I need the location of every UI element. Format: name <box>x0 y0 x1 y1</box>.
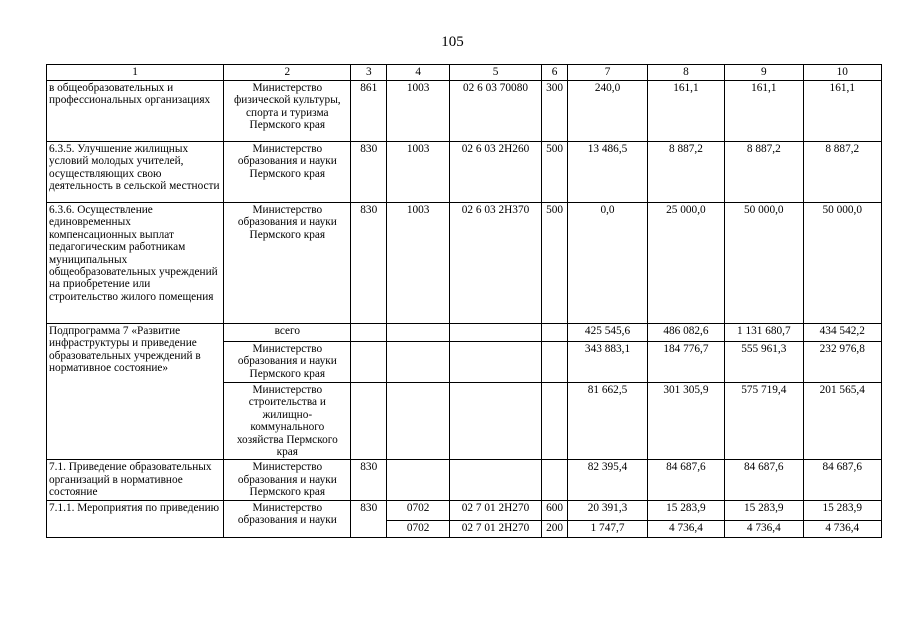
row-code-section: 0702 <box>387 500 450 520</box>
row-code-target: 02 6 03 70080 <box>450 81 542 142</box>
empty-cell <box>541 383 567 460</box>
header-cell: 1 <box>47 65 224 81</box>
empty-cell <box>387 324 450 342</box>
row-value-9: 50 000,0 <box>725 203 803 324</box>
empty-cell <box>351 324 387 342</box>
table-row <box>47 142 882 203</box>
header-cell: 5 <box>450 65 542 81</box>
row-name: 7.1.1. Мероприятия по приведению <box>47 500 224 537</box>
row-value-9: 161,1 <box>725 81 803 142</box>
row-name: 6.3.5. Улучшение жилищных условий молодых учителей, осуществляющих свою деятельность в сельской местности <box>47 142 224 203</box>
row-value-10: 4 736,4 <box>803 520 881 537</box>
row-value-10: 232 976,8 <box>803 342 881 383</box>
row-value-8: 15 283,9 <box>647 500 724 520</box>
row-value-9: 575 719,4 <box>725 383 803 460</box>
row-ministry: Министерство образования и науки Пермского края <box>224 342 351 383</box>
row-value-9: 555 961,3 <box>725 342 803 383</box>
header-cell: 9 <box>725 65 803 81</box>
empty-cell <box>387 342 450 383</box>
row-name: в общеобразовательных и профессиональных организациях <box>47 81 224 142</box>
row-code-section <box>387 460 450 500</box>
header-cell: 3 <box>351 65 387 81</box>
row-value-9: 84 687,6 <box>725 460 803 500</box>
row-code-section: 1003 <box>387 142 450 203</box>
row-value-10: 84 687,6 <box>803 460 881 500</box>
row-code-admin: 830 <box>351 142 387 203</box>
row-value-10: 8 887,2 <box>803 142 881 203</box>
row-value-9: 1 131 680,7 <box>725 324 803 342</box>
row-value-7: 13 486,5 <box>568 142 647 203</box>
row-value-8: 301 305,9 <box>647 383 724 460</box>
row-ministry: Министерство физической культуры, спорта и туризма Пермского края <box>224 81 351 142</box>
row-ministry: Министерство образования и науки Пермского края <box>224 203 351 324</box>
row-value-9: 8 887,2 <box>725 142 803 203</box>
header-cell: 4 <box>387 65 450 81</box>
row-value-8: 84 687,6 <box>647 460 724 500</box>
empty-cell <box>450 324 542 342</box>
row-code-type <box>541 460 567 500</box>
page-number: 105 <box>441 34 464 50</box>
row-value-10: 201 565,4 <box>803 383 881 460</box>
row-ministry: Министерство строительства и жилищно-коммунального хозяйства Пермского края <box>224 383 351 460</box>
header-cell: 7 <box>568 65 647 81</box>
row-code-type: 200 <box>541 520 567 537</box>
table-row <box>47 500 882 520</box>
empty-cell <box>387 383 450 460</box>
row-ministry: всего <box>224 324 351 342</box>
row-value-10: 15 283,9 <box>803 500 881 520</box>
row-value-9: 15 283,9 <box>725 500 803 520</box>
row-code-target: 02 7 01 2Н270 <box>450 500 542 520</box>
row-name: 6.3.6. Осуществление единовременных компенсационных выплат педагогическим работникам муниципальных общеобразовательных учреждений на приобретение или строительство жилого помещения <box>47 203 224 324</box>
row-value-8: 25 000,0 <box>647 203 724 324</box>
empty-cell <box>450 342 542 383</box>
header-cell: 2 <box>224 65 351 81</box>
table-row <box>47 203 882 324</box>
header-row <box>47 65 882 81</box>
row-code-type: 500 <box>541 142 567 203</box>
row-code-target: 02 7 01 2Н270 <box>450 520 542 537</box>
empty-cell <box>541 342 567 383</box>
row-value-10: 434 542,2 <box>803 324 881 342</box>
row-code-admin: 830 <box>351 203 387 324</box>
row-code-type: 300 <box>541 81 567 142</box>
row-value-7: 425 545,6 <box>568 324 647 342</box>
row-ministry: Министерство образования и науки <box>224 500 351 537</box>
row-code-section: 0702 <box>387 520 450 537</box>
row-value-7: 0,0 <box>568 203 647 324</box>
row-code-target: 02 6 03 2Н260 <box>450 142 542 203</box>
row-code-target: 02 6 03 2Н370 <box>450 203 542 324</box>
table-row <box>47 81 882 142</box>
row-ministry: Министерство образования и науки Пермского края <box>224 142 351 203</box>
row-value-7: 1 747,7 <box>568 520 647 537</box>
row-value-7: 82 395,4 <box>568 460 647 500</box>
row-ministry: Министерство образования и науки Пермского края <box>224 460 351 500</box>
row-value-8: 8 887,2 <box>647 142 724 203</box>
row-value-7: 81 662,5 <box>568 383 647 460</box>
row-value-7: 20 391,3 <box>568 500 647 520</box>
row-code-admin: 830 <box>351 460 387 500</box>
empty-cell <box>541 324 567 342</box>
row-code-section: 1003 <box>387 81 450 142</box>
row-value-9: 4 736,4 <box>725 520 803 537</box>
row-code-type: 600 <box>541 500 567 520</box>
row-value-8: 486 082,6 <box>647 324 724 342</box>
table-row <box>47 324 882 342</box>
row-code-type: 500 <box>541 203 567 324</box>
row-code-admin: 861 <box>351 81 387 142</box>
header-cell: 8 <box>647 65 724 81</box>
row-value-8: 4 736,4 <box>647 520 724 537</box>
row-value-7: 343 883,1 <box>568 342 647 383</box>
row-value-10: 161,1 <box>803 81 881 142</box>
header-cell: 10 <box>803 65 881 81</box>
row-code-section: 1003 <box>387 203 450 324</box>
empty-cell <box>450 383 542 460</box>
row-value-8: 184 776,7 <box>647 342 724 383</box>
row-value-8: 161,1 <box>647 81 724 142</box>
row-code-target <box>450 460 542 500</box>
row-name: 7.1. Приведение образовательных организаций в нормативное состояние <box>47 460 224 500</box>
header-cell: 6 <box>541 65 567 81</box>
row-value-7: 240,0 <box>568 81 647 142</box>
row-code-admin: 830 <box>351 500 387 537</box>
empty-cell <box>351 383 387 460</box>
budget-table <box>46 64 882 538</box>
table-row <box>47 460 882 500</box>
empty-cell <box>351 342 387 383</box>
row-name: Подпрограмма 7 «Развитие инфраструктуры и приведение образовательных учреждений в нормативное состояние» <box>47 324 224 460</box>
row-value-10: 50 000,0 <box>803 203 881 324</box>
